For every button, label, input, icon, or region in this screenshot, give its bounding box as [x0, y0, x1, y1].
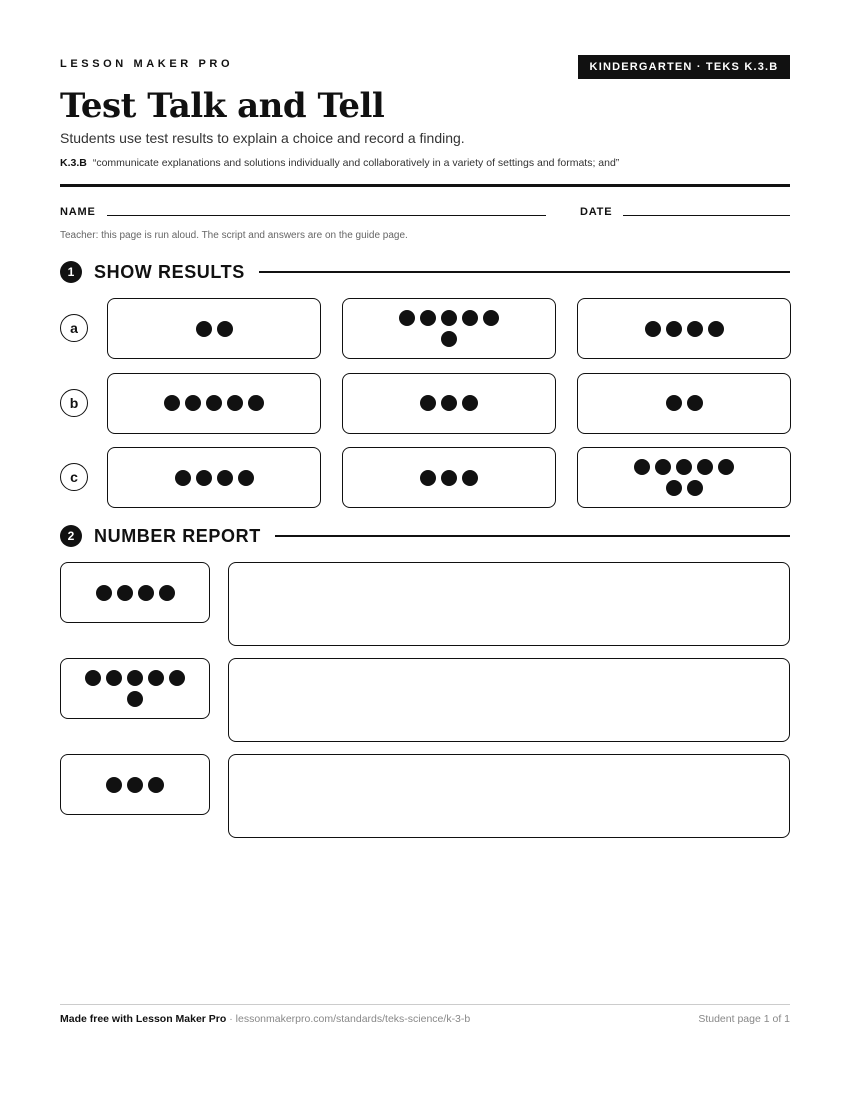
counting-dot: [164, 395, 180, 411]
counting-dot: [85, 670, 101, 686]
counting-dot: [175, 470, 191, 486]
counting-dot: [441, 395, 457, 411]
counting-dot: [196, 321, 212, 337]
result-card[interactable]: [342, 447, 556, 508]
result-card[interactable]: [577, 373, 791, 434]
counting-dot: [441, 470, 457, 486]
counting-dot: [697, 459, 713, 475]
result-card[interactable]: [342, 298, 556, 359]
footer-page-number: Student page 1 of 1: [698, 1013, 790, 1025]
dot-group: [196, 321, 233, 337]
counting-dot: [462, 395, 478, 411]
counting-dot: [159, 585, 175, 601]
counting-dot: [117, 585, 133, 601]
dot-group: [175, 470, 254, 486]
page-title: Test Talk and Tell: [60, 86, 385, 126]
dot-group: [666, 395, 703, 411]
dot-group: [96, 585, 175, 601]
section-2-header: [60, 524, 790, 548]
counting-dot: [441, 331, 457, 347]
counting-dot: [96, 585, 112, 601]
dot-group: [164, 395, 264, 411]
counting-dot: [687, 395, 703, 411]
counting-dot: [217, 470, 233, 486]
page-subtitle: Students use test results to explain a choice and record a finding.: [60, 130, 465, 146]
date-label: DATE: [580, 206, 613, 218]
counting-dot: [462, 470, 478, 486]
result-card[interactable]: [107, 373, 321, 434]
section-2-number: 2: [60, 525, 82, 547]
dot-group: [85, 670, 185, 707]
standard-code: K.3.B: [60, 157, 87, 169]
standard-line: [60, 157, 619, 169]
date-field[interactable]: [623, 215, 790, 216]
counting-dot: [666, 395, 682, 411]
report-dot-card: [60, 562, 210, 623]
counting-dot: [238, 470, 254, 486]
counting-dot: [634, 459, 650, 475]
counting-dot: [687, 321, 703, 337]
brand-name: LESSON MAKER PRO: [60, 58, 234, 70]
section-1-header: [60, 260, 790, 284]
row-label-a: a: [60, 314, 88, 342]
dot-group: [399, 310, 499, 347]
name-field[interactable]: [107, 215, 546, 216]
answer-box[interactable]: [228, 754, 790, 838]
dot-group: [645, 321, 724, 337]
header-divider: [60, 184, 790, 187]
counting-dot: [708, 321, 724, 337]
result-card[interactable]: [107, 298, 321, 359]
counting-dot: [655, 459, 671, 475]
footer-url: · lessonmakerpro.com/standards/teks-science/k-3-b: [226, 1013, 471, 1025]
section-1-number: 1: [60, 261, 82, 283]
counting-dot: [420, 310, 436, 326]
result-card[interactable]: [577, 298, 791, 359]
footer-made-with: Made free with Lesson Maker Pro: [60, 1013, 227, 1025]
counting-dot: [185, 395, 201, 411]
counting-dot: [106, 777, 122, 793]
counting-dot: [248, 395, 264, 411]
counting-dot: [666, 321, 682, 337]
report-dot-card: [60, 658, 210, 719]
row-label-c: c: [60, 463, 88, 491]
counting-dot: [138, 585, 154, 601]
counting-dot: [206, 395, 222, 411]
counting-dot: [718, 459, 734, 475]
counting-dot: [676, 459, 692, 475]
section-2-title: NUMBER REPORT: [94, 525, 261, 546]
counting-dot: [148, 670, 164, 686]
counting-dot: [420, 395, 436, 411]
result-card[interactable]: [577, 447, 791, 508]
teacher-note: Teacher: this page is run aloud. The script and answers are on the guide page.: [60, 230, 408, 241]
grade-standard-badge: KINDERGARTEN · TEKS K.3.B: [578, 55, 790, 79]
counting-dot: [127, 670, 143, 686]
name-label: NAME: [60, 206, 96, 218]
counting-dot: [217, 321, 233, 337]
section-1-title: SHOW RESULTS: [94, 261, 245, 282]
counting-dot: [227, 395, 243, 411]
dot-group: [106, 777, 164, 793]
dot-group: [634, 459, 734, 496]
section-2-rule: [275, 535, 790, 537]
counting-dot: [462, 310, 478, 326]
counting-dot: [687, 480, 703, 496]
report-dot-card: [60, 754, 210, 815]
section-1-rule: [259, 271, 790, 273]
footer-divider: [60, 1004, 790, 1005]
dot-group: [420, 470, 478, 486]
counting-dot: [127, 777, 143, 793]
result-card[interactable]: [342, 373, 556, 434]
standard-text: “communicate explanations and solutions individually and collaboratively in a variety of settings and formats; and”: [92, 157, 620, 169]
row-label-b: b: [60, 389, 88, 417]
counting-dot: [106, 670, 122, 686]
counting-dot: [127, 691, 143, 707]
counting-dot: [169, 670, 185, 686]
counting-dot: [148, 777, 164, 793]
counting-dot: [645, 321, 661, 337]
counting-dot: [441, 310, 457, 326]
counting-dot: [420, 470, 436, 486]
counting-dot: [399, 310, 415, 326]
counting-dot: [666, 480, 682, 496]
counting-dot: [483, 310, 499, 326]
counting-dot: [196, 470, 212, 486]
footer-credit: [60, 1013, 470, 1025]
answer-box[interactable]: [228, 658, 790, 742]
dot-group: [420, 395, 478, 411]
answer-box[interactable]: [228, 562, 790, 646]
result-card[interactable]: [107, 447, 321, 508]
